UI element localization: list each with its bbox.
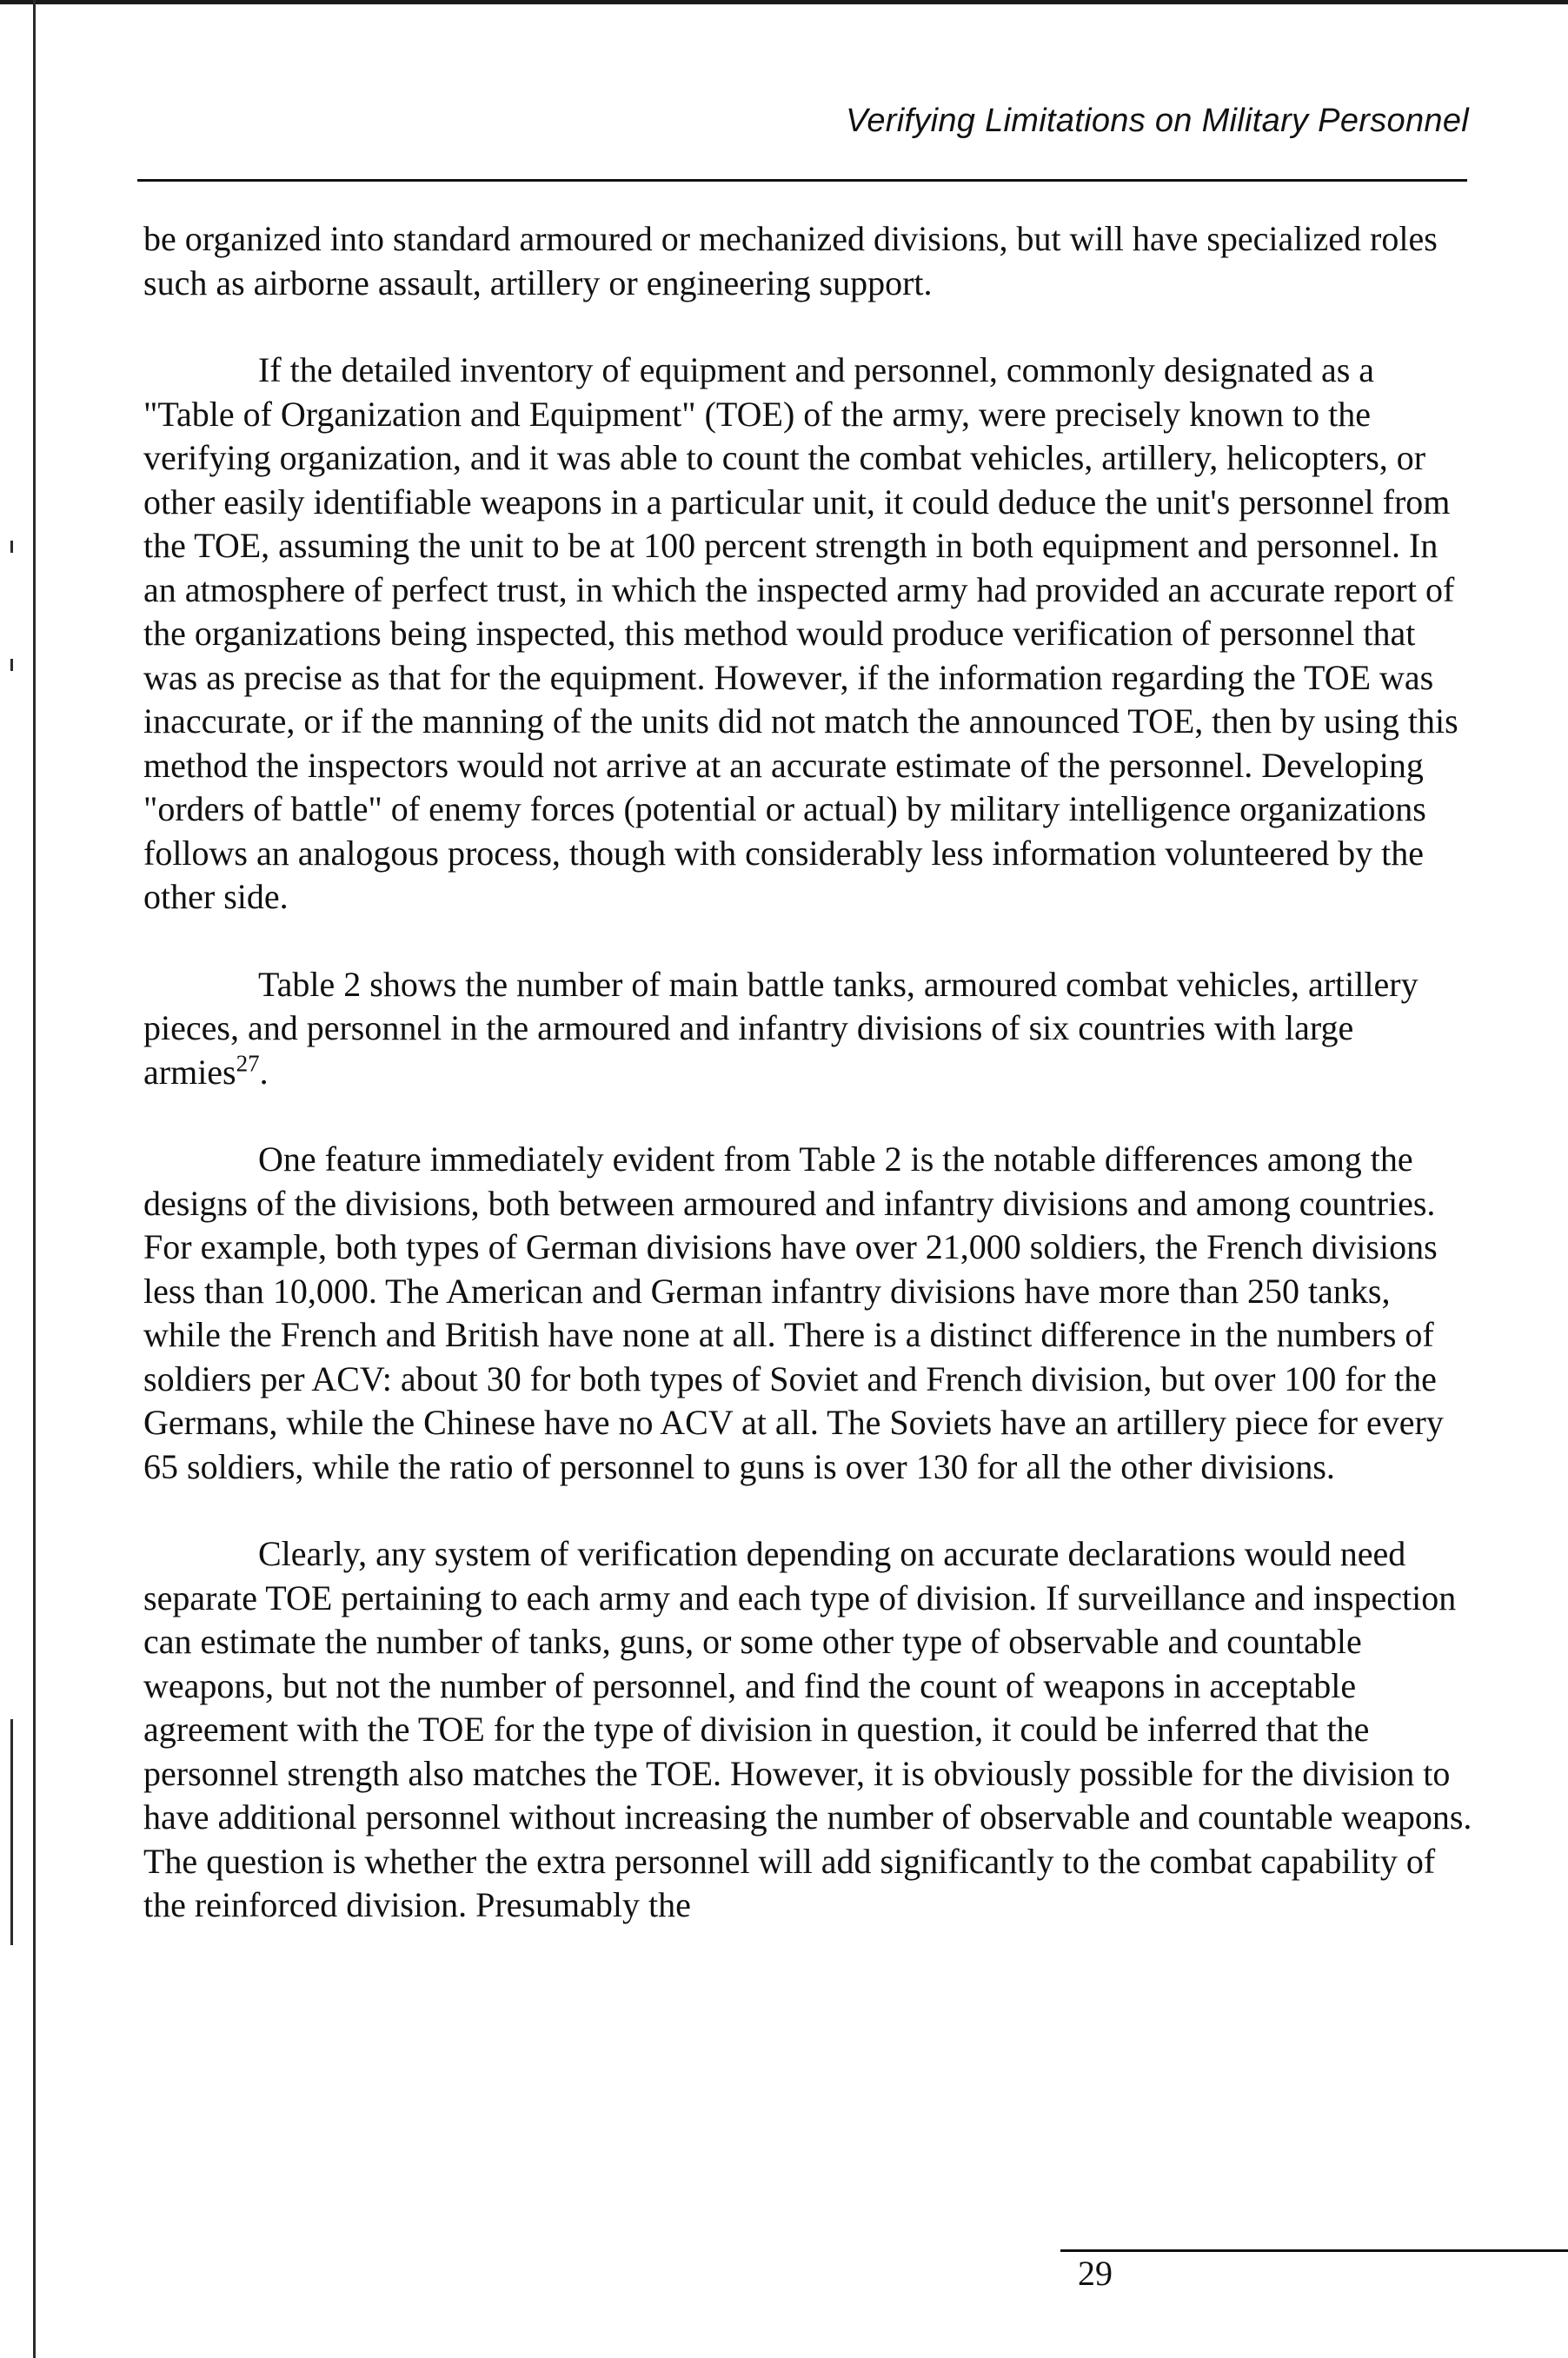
footnote-reference: 27 (236, 1050, 260, 1077)
page-number: 29 (1078, 2254, 1113, 2293)
paragraph-1: be organized into standard armoured or mechanized divisions, but will have specialized roles such as airborne assault, artillery or engineering support. (143, 219, 1438, 302)
scan-binding-mark (10, 659, 13, 671)
paragraph-2: If the detailed inventory of equipment and personnel, commonly designated as a "Table of Organization and Equipment" (TOE) of the army, were precisely known to the verifying organization, and it was able to count the combat vehicles, artillery, helicopters, or other easily identifiable weapons in a particular unit, it could deduce the unit's personnel from the TOE, assuming the unit to be at 100 percent strength in both equipment and personnel. In an atmosphere of perfect trust, in which the inspected army had provided an accurate report of the organizations being inspected, this method would produce verification of personnel that was as precise as that for the equipment. However, if the information regarding the TOE was inaccurate, or if the manning of the units did not match the announced TOE, then by using this method the inspectors would not arrive at an accurate estimate of the personnel. Developing "orders of battle" of enemy forces (potential or actual) by military intelligence organizations follows an analogous process, though with considerably less information volunteered by the other side. (143, 350, 1458, 916)
body-text (143, 217, 1473, 1971)
paragraph-3-text: Table 2 shows the number of main battle tanks, armoured combat vehicles, artillery pieces, and personnel in the armoured and infantry divisions of six countries with large armies (143, 964, 1419, 1092)
scan-binding-mark (10, 541, 13, 553)
paragraph-4: One feature immediately evident from Table 2 is the notable differences among the designs of the divisions, both between armoured and infantry divisions and among countries. For example, both types of German divisions have over 21,000 soldiers, the French divisions less than 10,000. The American and German infantry divisions have more than 250 tanks, while the French and British have none at all. There is a distinct difference in the numbers of soldiers per ACV: about 30 for both types of Soviet and French division, but over 100 for the Germans, while the Chinese have no ACV at all. The Soviets have an artillery piece for every 65 soldiers, while the ratio of personnel to guns is over 130 for all the other divisions. (143, 1139, 1444, 1486)
scan-top-edge (0, 0, 1568, 4)
paragraph-3 (143, 963, 1473, 1095)
paragraph-5: Clearly, any system of verification depending on accurate declarations would need separate TOE pertaining to each army and each type of division. If surveillance and inspection can estimate the number of tanks, guns, or some other type of observable and countable weapons, but not the number of personnel, and find the count of weapons in acceptable agreement with the TOE for the type of division in question, it could be inferred that the personnel strength also matches the TOE. However, it is obviously possible for the division to have additional personnel without increasing the number of observable and countable weapons. The question is whether the extra personnel will add significantly to the combat capability of the reinforced division. Presumably the (143, 1534, 1472, 1924)
header-rule (137, 179, 1467, 182)
paragraph-3-end: . (259, 1052, 269, 1092)
running-header: Verifying Limitations on Military Personnel (846, 103, 1469, 139)
footer-rule (1060, 2249, 1568, 2252)
scan-binding-mark (10, 1719, 13, 1945)
scan-binding-line (33, 0, 36, 2358)
